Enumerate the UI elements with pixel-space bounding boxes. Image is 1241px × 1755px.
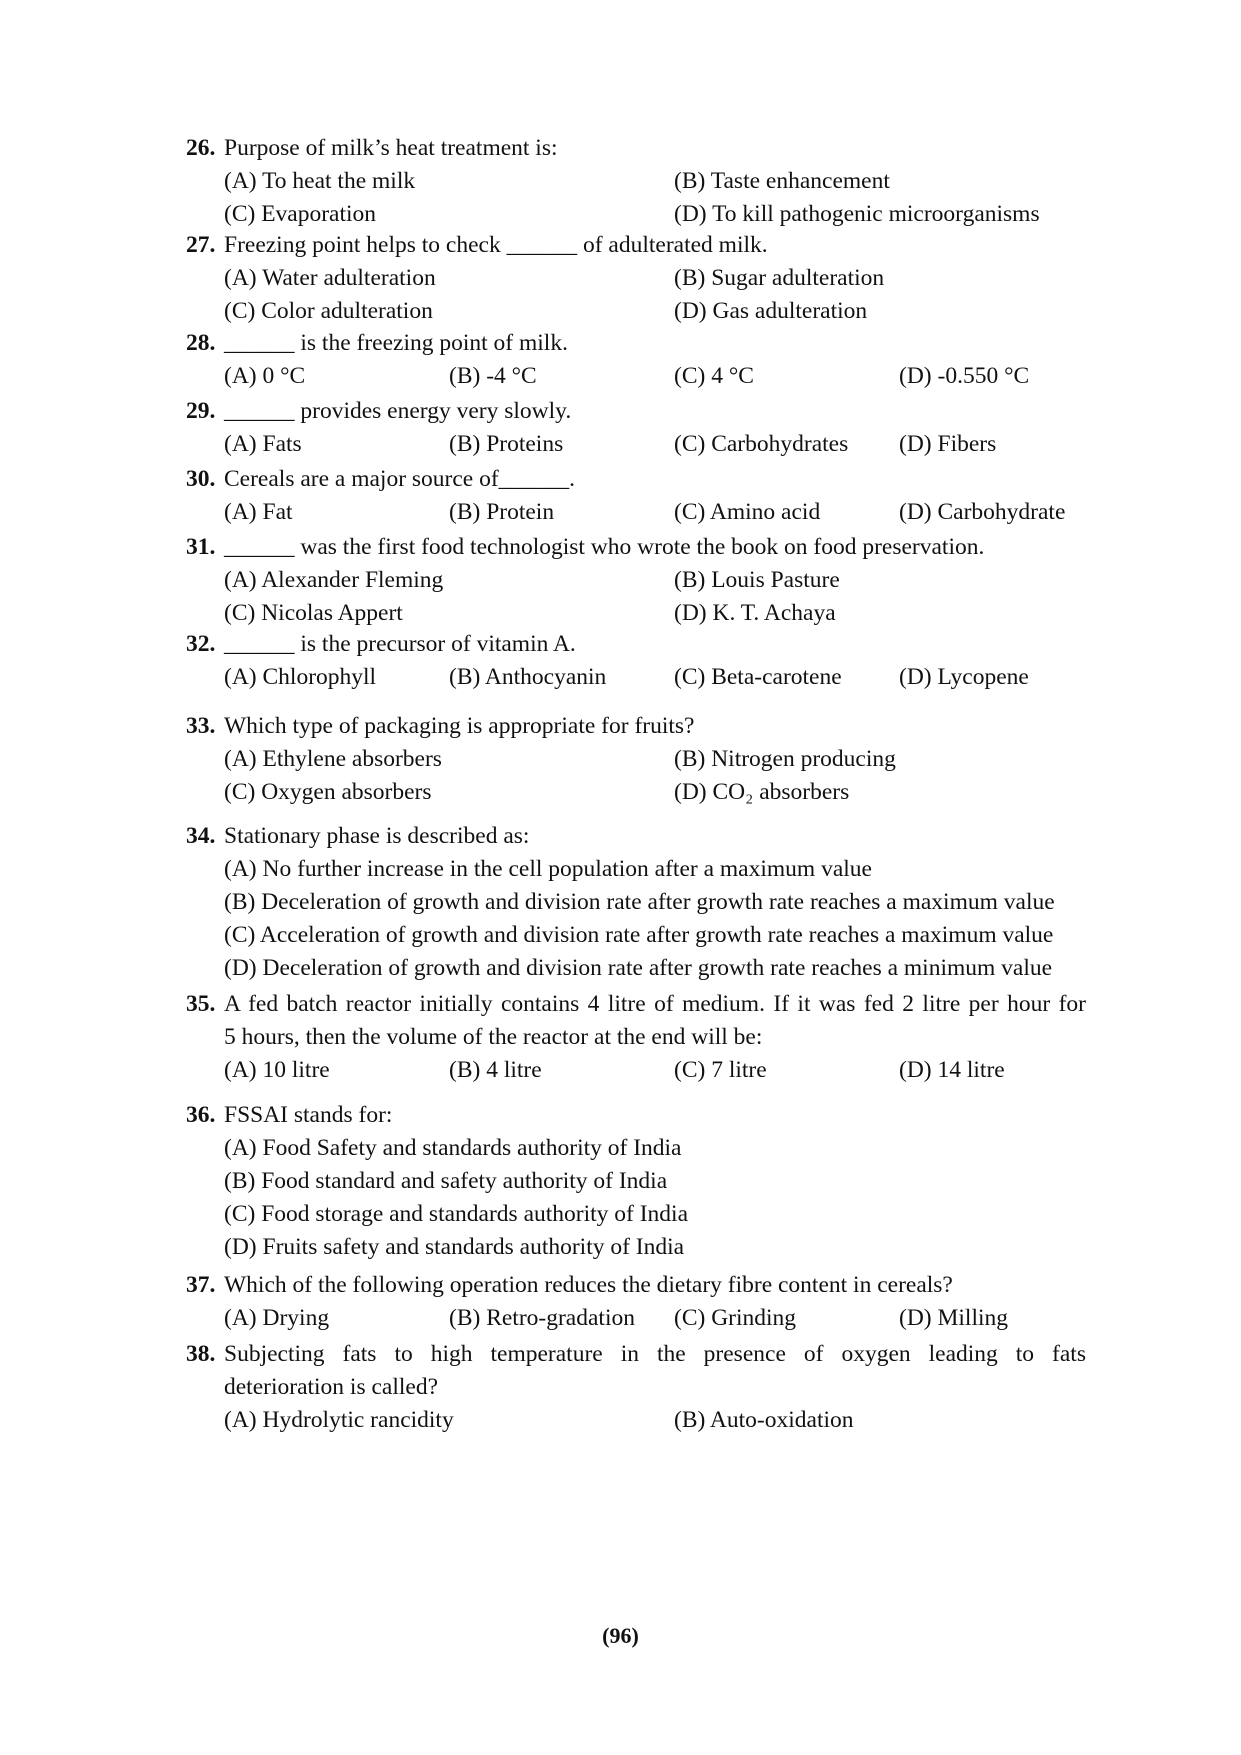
option-d: (D) -0.550 °C xyxy=(899,363,1030,389)
question-number: 37. xyxy=(186,1272,216,1298)
question-32 xyxy=(186,628,1086,694)
option-c: (C) Nicolas Appert xyxy=(224,600,403,626)
option-d: (D) Gas adulteration xyxy=(674,298,868,324)
question-26 xyxy=(186,132,1086,231)
question-33 xyxy=(186,710,1086,809)
options xyxy=(224,564,1086,630)
options xyxy=(224,661,1086,694)
option-b: (B) Anthocyanin xyxy=(449,664,607,690)
option-b: (B) Sugar adulteration xyxy=(674,265,885,291)
option-c: (C) Evaporation xyxy=(224,201,377,227)
page-number: (96) xyxy=(602,1623,639,1648)
question-number: 38. xyxy=(186,1341,216,1367)
option-c: (C) Amino acid xyxy=(674,499,821,525)
question-number: 27. xyxy=(186,232,216,258)
option-d: (D) K. T. Achaya xyxy=(674,600,836,626)
question-number: 30. xyxy=(186,466,216,492)
option-b: (B) Protein xyxy=(449,499,555,525)
option-a: (A) To heat the milk xyxy=(224,168,416,194)
option-b: (B) Retro-gradation xyxy=(449,1305,635,1331)
question-text: FSSAI stands for: xyxy=(224,1102,393,1128)
options xyxy=(224,262,1086,328)
question-text: A fed batch reactor initially contains 4 litre of medium. If it was fed 2 litre per hour for xyxy=(224,991,1086,1017)
question-number: 35. xyxy=(186,991,216,1017)
question-37 xyxy=(186,1269,1086,1335)
question-number: 31. xyxy=(186,534,216,560)
option-c: (C) Carbohydrates xyxy=(674,431,849,457)
options xyxy=(224,853,1086,985)
question-text: Which type of packaging is appropriate for fruits? xyxy=(224,713,695,739)
options xyxy=(224,1404,1086,1437)
option-a: (A) Alexander Fleming xyxy=(224,567,444,593)
question-text: ______ was the first food technologist who wrote the book on food preservation. xyxy=(224,534,985,560)
option-d: (D) Carbohydrate xyxy=(899,499,1066,525)
option-a: (A) Fats xyxy=(224,431,302,457)
question-29 xyxy=(186,395,1086,461)
question-number: 36. xyxy=(186,1102,216,1128)
option-c: (C) Beta-carotene xyxy=(674,664,842,690)
question-number: 26. xyxy=(186,135,216,161)
question-text-continued: 5 hours, then the volume of the reactor at the end will be: xyxy=(224,1024,763,1050)
option-c: (C) 4 °C xyxy=(674,363,754,389)
option-a: (A) Fat xyxy=(224,499,293,525)
option-a: (A) Food Safety and standards authority of India xyxy=(224,1135,682,1161)
options xyxy=(224,1132,1086,1264)
option-b: (B) Auto-oxidation xyxy=(674,1407,854,1433)
option-d: (D) Lycopene xyxy=(899,664,1029,690)
option-a: (A) Water adulteration xyxy=(224,265,436,291)
question-27 xyxy=(186,229,1086,328)
option-d: (D) 14 litre xyxy=(899,1057,1005,1083)
question-text-continued: deterioration is called? xyxy=(224,1374,439,1400)
option-a: (A) Hydrolytic rancidity xyxy=(224,1407,454,1433)
option-a: (A) Drying xyxy=(224,1305,330,1331)
option-b: (B) Nitrogen producing xyxy=(674,746,896,772)
question-text: ______ provides energy very slowly. xyxy=(224,398,572,424)
option-b: (B) Taste enhancement xyxy=(674,168,890,194)
option-b: (B) Proteins xyxy=(449,431,564,457)
question-35 xyxy=(186,988,1086,1087)
option-a: (A) 0 °C xyxy=(224,363,306,389)
options xyxy=(224,743,1086,809)
option-d: (D) Milling xyxy=(899,1305,1009,1331)
options xyxy=(224,428,1086,461)
options xyxy=(224,496,1086,529)
option-c: (C) Oxygen absorbers xyxy=(224,779,432,805)
option-d: (D) To kill pathogenic microorganisms xyxy=(674,201,1040,227)
question-28 xyxy=(186,327,1086,393)
question-text: Purpose of milk’s heat treatment is: xyxy=(224,135,558,161)
option-b: (B) Deceleration of growth and division rate after growth rate reaches a maximum value xyxy=(224,889,1055,915)
question-number: 33. xyxy=(186,713,216,739)
question-text: Cereals are a major source of______. xyxy=(224,466,576,492)
option-d: (D) CO₂ absorbers xyxy=(674,779,850,805)
question-text: Freezing point helps to check ______ of adulterated milk. xyxy=(224,232,768,258)
option-d: (D) Fruits safety and standards authority of India xyxy=(224,1234,685,1260)
question-30 xyxy=(186,463,1086,529)
option-c: (C) 7 litre xyxy=(674,1057,767,1083)
option-c: (C) Grinding xyxy=(674,1305,797,1331)
option-d: (D) Fibers xyxy=(899,431,997,457)
question-text: ______ is the freezing point of milk. xyxy=(224,330,568,356)
question-31 xyxy=(186,531,1086,630)
option-b: (B) -4 °C xyxy=(449,363,537,389)
options xyxy=(224,360,1086,393)
option-a: (A) Ethylene absorbers xyxy=(224,746,442,772)
question-38 xyxy=(186,1338,1086,1437)
option-a: (A) 10 litre xyxy=(224,1057,330,1083)
option-c: (C) Acceleration of growth and division rate after growth rate reaches a maximum value xyxy=(224,922,1054,948)
option-b: (B) Food standard and safety authority of India xyxy=(224,1168,668,1194)
option-b: (B) 4 litre xyxy=(449,1057,542,1083)
option-a: (A) No further increase in the cell population after a maximum value xyxy=(224,856,872,882)
question-text: Stationary phase is described as: xyxy=(224,823,530,849)
options xyxy=(224,1302,1086,1335)
option-c: (C) Color adulteration xyxy=(224,298,433,324)
question-text: ______ is the precursor of vitamin A. xyxy=(224,631,576,657)
question-text: Which of the following operation reduces the dietary fibre content in cereals? xyxy=(224,1272,953,1298)
option-b: (B) Louis Pasture xyxy=(674,567,840,593)
question-text: Subjecting fats to high temperature in the presence of oxygen leading to fats xyxy=(224,1341,1086,1367)
question-number: 32. xyxy=(186,631,216,657)
options xyxy=(224,1054,1086,1087)
question-number: 29. xyxy=(186,398,216,424)
question-34 xyxy=(186,820,1086,985)
question-36 xyxy=(186,1099,1086,1264)
option-a: (A) Chlorophyll xyxy=(224,664,377,690)
options xyxy=(224,165,1086,231)
question-number: 28. xyxy=(186,330,216,356)
option-c: (C) Food storage and standards authority of India xyxy=(224,1201,689,1227)
option-d: (D) Deceleration of growth and division rate after growth rate reaches a minimum value xyxy=(224,955,1053,981)
question-number: 34. xyxy=(186,823,216,849)
